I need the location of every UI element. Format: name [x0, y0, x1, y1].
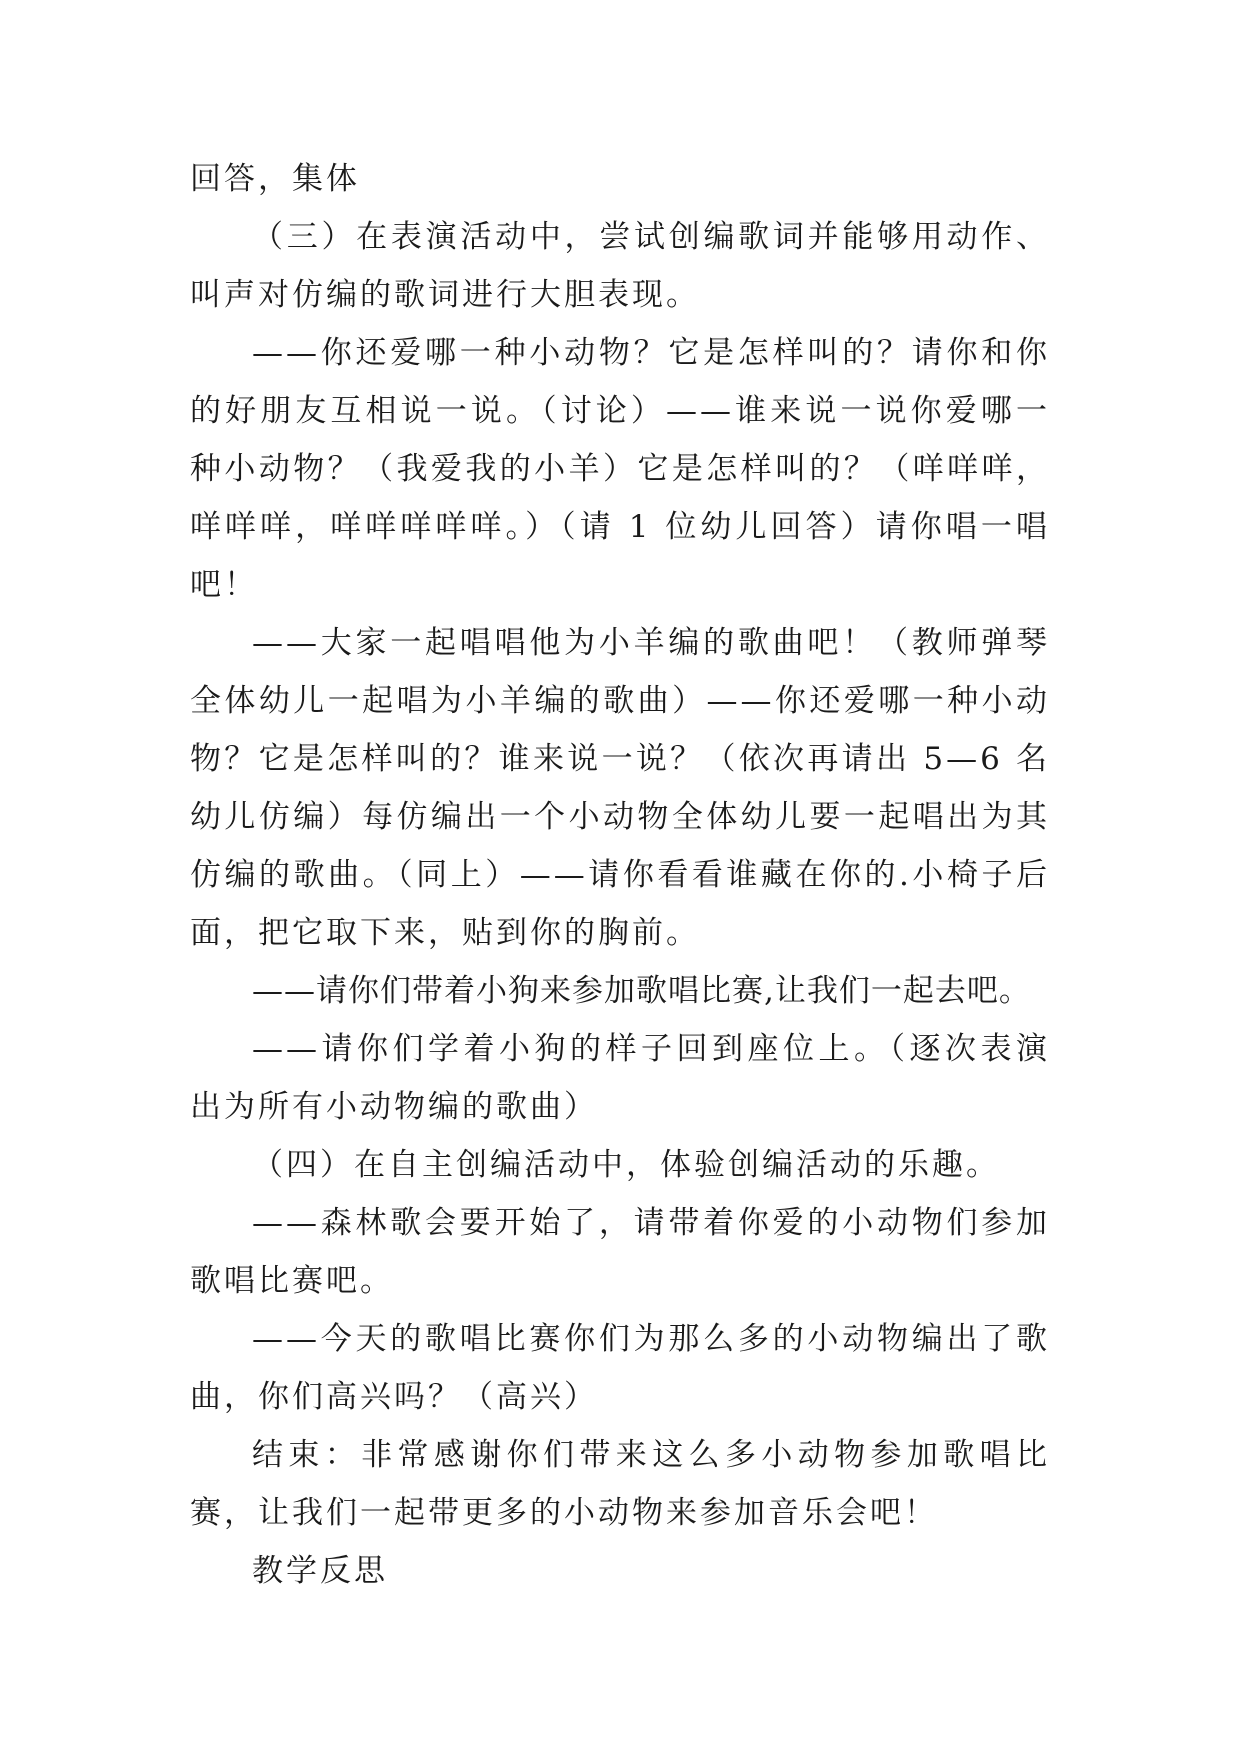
paragraph-puppy-return: ——请你们学着小狗的样子回到座位上。（逐次表演出为所有小动物编的歌曲）	[190, 1031, 1050, 1125]
paragraph-sing-together: ——大家一起唱唱他为小羊编的歌曲吧！（教师弹琴全体幼儿一起唱为小羊编的歌曲）——你还爱哪一种小动物？它是怎样叫的？谁来说一说？（依次再请出 5—6 名幼儿仿编）每仿编出一个小动物全体幼儿要一起唱出为其仿编的歌曲。（同上）——请你看看谁藏在你的.小椅子后面，把它取下来，贴到你的胸前。	[190, 625, 1050, 951]
paragraph-animal-discussion: ——你还爱哪一种小动物？它是怎样叫的？请你和你的好朋友互相说一说。（讨论）——谁来说一说你爱哪一种小动物？（我爱我的小羊）它是怎样叫的？（咩咩咩，咩咩咩，咩咩咩咩咩。）（请 1 位幼儿回答）请你唱一唱吧！	[190, 335, 1050, 603]
document-page	[190, 150, 1050, 1600]
paragraph-section-three: （三）在表演活动中，尝试创编歌词并能够用动作、叫声对仿编的歌词进行大胆表现。	[190, 219, 1050, 313]
paragraph-puppy-contest: ——请你们带着小狗来参加歌唱比赛,让我们一起去吧。	[252, 973, 1031, 1009]
paragraph-reflection-heading: 教学反思	[252, 1553, 388, 1589]
paragraph-answer: 回答，集体	[190, 161, 360, 197]
paragraph-section-four: （四）在自主创编活动中，体验创编活动的乐趣。	[252, 1147, 1000, 1183]
paragraph-today-contest: ——今天的歌唱比赛你们为那么多的小动物编出了歌曲，你们高兴吗？（高兴）	[190, 1321, 1050, 1415]
paragraph-forest-concert: ——森林歌会要开始了，请带着你爱的小动物们参加歌唱比赛吧。	[190, 1205, 1050, 1299]
paragraph-ending: 结束：非常感谢你们带来这么多小动物参加歌唱比赛，让我们一起带更多的小动物来参加音乐会吧！	[190, 1437, 1050, 1531]
